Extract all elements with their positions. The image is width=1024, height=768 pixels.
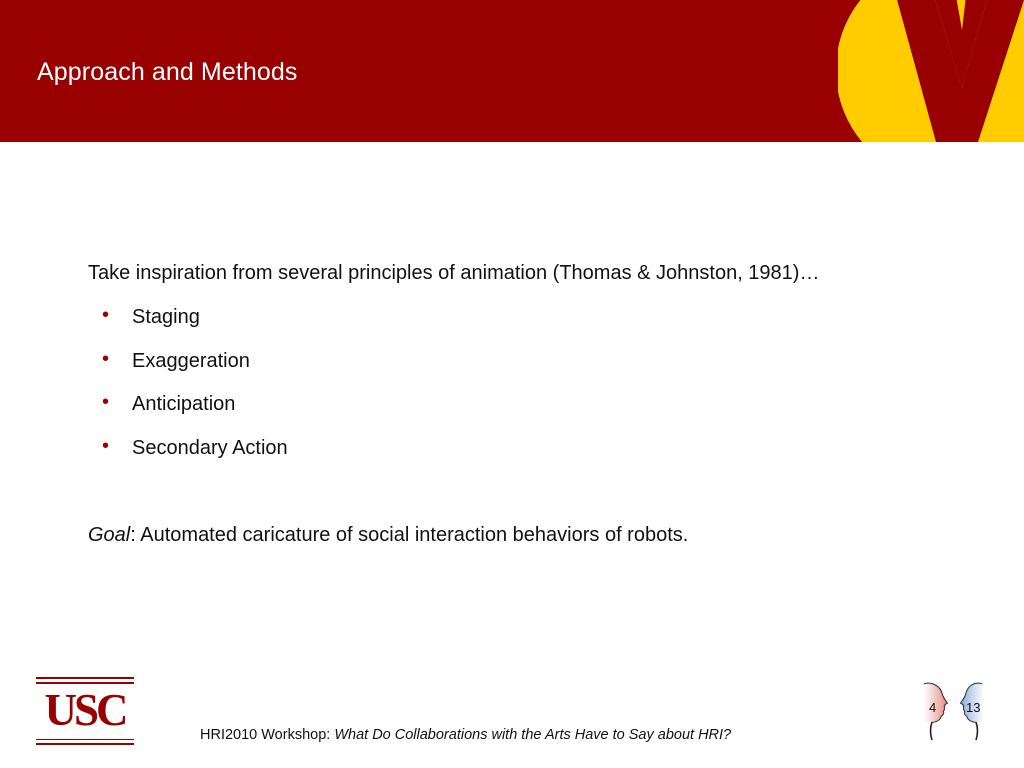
bullet-icon: • bbox=[102, 304, 110, 326]
bullet-icon: • bbox=[102, 391, 110, 413]
logo-rule bbox=[36, 682, 134, 684]
slide-header bbox=[0, 0, 1024, 142]
intro-text: Take inspiration from several principles of animation (Thomas & Johnston, 1981)… bbox=[88, 262, 820, 284]
goal-text: : Automated caricature of social interaction behaviors of robots. bbox=[130, 524, 689, 546]
page-number-current: 4 bbox=[929, 700, 937, 715]
usc-logo-text: USC bbox=[44, 685, 126, 735]
footer-caption bbox=[200, 727, 731, 743]
footer-workshop-title: What Do Collaborations with the Arts Have to Say about HRI? bbox=[334, 727, 732, 743]
slide-title: Approach and Methods bbox=[37, 58, 298, 86]
list-item bbox=[88, 347, 288, 394]
list-item-label: Staging bbox=[132, 306, 200, 328]
page-number-total: 13 bbox=[966, 700, 981, 715]
list-item bbox=[88, 306, 288, 350]
goal-statement bbox=[88, 524, 688, 547]
bullet-icon: • bbox=[102, 347, 110, 370]
logo-rule bbox=[36, 739, 134, 741]
vitruvian-v-logo-icon bbox=[838, 0, 1024, 142]
goal-label: Goal bbox=[88, 524, 131, 546]
list-item-label: Secondary Action bbox=[132, 436, 288, 459]
principles-list bbox=[88, 306, 288, 480]
logo-rule bbox=[36, 677, 134, 679]
list-item-label: Anticipation bbox=[132, 393, 236, 415]
bullet-icon: • bbox=[102, 434, 110, 457]
footer-prefix: HRI2010 Workshop: bbox=[200, 727, 335, 743]
list-item bbox=[88, 434, 288, 481]
logo-rule bbox=[36, 743, 134, 745]
list-item bbox=[88, 393, 288, 437]
usc-logo bbox=[36, 677, 134, 745]
list-item-label: Exaggeration bbox=[132, 349, 250, 372]
